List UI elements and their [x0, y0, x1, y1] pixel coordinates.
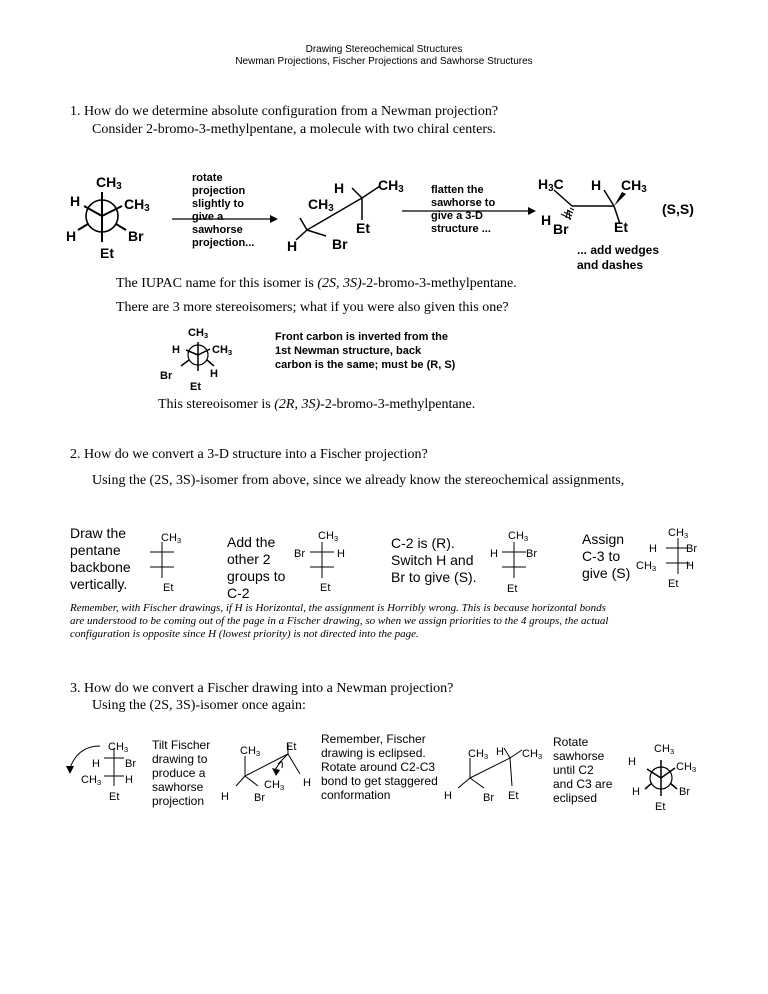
- atom-label: Br: [332, 236, 348, 252]
- atom-label: Et: [655, 801, 666, 813]
- atom-label: H: [92, 758, 100, 770]
- step-text: Remember, Fischer drawing is eclipsed. Rotate around C2-C3 bond to get staggered conformation: [321, 732, 438, 802]
- fischer-tilt: [62, 738, 152, 798]
- atom-label: Et: [286, 741, 297, 753]
- step-text: Tilt Fischer drawing to produce a sawhorse projection: [152, 738, 211, 808]
- stereoisomer-sentence: This stereoisomer is (2R, 3S)-2-bromo-3-methylpentane.: [158, 397, 476, 412]
- atom-label: $CH_3$: [676, 761, 697, 774]
- atom-label: $CH_3$: [124, 196, 150, 214]
- atom-label: $CH_3$: [212, 344, 233, 357]
- step-text: Add the other 2 groups to C-2: [227, 534, 286, 601]
- atom-label: $CH_3$: [621, 177, 647, 195]
- atom-label: Br: [125, 758, 136, 770]
- atom-label: H: [66, 228, 77, 244]
- atom-label: H: [221, 791, 229, 803]
- atom-label: H: [172, 344, 180, 356]
- step-text: ... add wedges and dashes: [577, 243, 660, 272]
- step-text: rotate projection slightly to give a sawhorse projection...: [192, 172, 255, 249]
- atom-label: Br: [160, 370, 173, 382]
- fischer-note: Remember, with Fischer drawings, if H is Horizontal, the assignment is Horribly wrong. This is because horizontal bonds are understood to be coming out of the page in a Fischer drawing, so when we assign priorities to the 4 groups, the actual configuration is opposite since H (lowest priority) is not directed into the page.: [70, 602, 609, 640]
- atom-label: H: [337, 548, 345, 560]
- atom-label: Et: [163, 582, 174, 594]
- step-text: flatten the sawhorse to give a 3-D structure ...: [431, 184, 496, 235]
- atom-label: $CH_3$: [108, 741, 129, 754]
- atom-label: H: [591, 177, 602, 193]
- atom-label: Et: [109, 791, 120, 803]
- q2-question: 2. How do we convert a 3-D structure into a Fischer projection?: [70, 447, 428, 462]
- fischer-c3-assigned: [664, 536, 704, 576]
- document-title: Drawing Stereochemical Structures: [305, 44, 463, 55]
- configuration-label: (S,S): [662, 201, 694, 217]
- atom-label: H: [70, 193, 81, 209]
- atom-label: $CH_3$: [522, 748, 543, 761]
- atom-label: $CH_3$: [161, 532, 182, 545]
- atom-label: $CH_3$: [508, 530, 529, 543]
- document-subtitle: Newman Projections, Fischer Projections and Sawhorse Structures: [235, 56, 533, 67]
- atom-label: Et: [190, 381, 201, 393]
- atom-label: $CH_3$: [378, 177, 404, 195]
- atom-label: $CH_3$: [308, 196, 334, 214]
- atom-label: $H_3C$: [538, 176, 564, 194]
- sawhorse-eclipsed: [220, 738, 320, 808]
- atom-label: H: [628, 756, 636, 768]
- atom-label: Br: [294, 548, 305, 560]
- atom-label: $CH_3$: [668, 527, 689, 540]
- atom-label: $CH_3$: [654, 743, 675, 756]
- atom-label: Br: [254, 792, 265, 804]
- atom-label: Br: [553, 221, 569, 237]
- atom-label: Et: [614, 219, 628, 235]
- atom-label: H: [303, 777, 311, 789]
- q3-question-line2: Using the (2S, 3S)-isomer once again:: [92, 698, 306, 713]
- atom-label: $CH_3$: [318, 530, 339, 543]
- q2-question-line2: Using the (2S, 3S)-isomer from above, since we already know the stereochemical assignments,: [92, 473, 625, 488]
- atom-label: Et: [100, 245, 114, 261]
- fischer-c2-added: [308, 540, 348, 580]
- atom-label: Br: [483, 792, 494, 804]
- arrow-icon: [400, 206, 540, 218]
- atom-label: H: [444, 790, 452, 802]
- atom-label: H: [686, 560, 694, 572]
- step-text: Draw the pentane backbone vertically.: [70, 525, 131, 592]
- atom-label: Et: [508, 790, 519, 802]
- arrow-icon: [170, 214, 280, 226]
- atom-label: H: [649, 543, 657, 555]
- atom-label: H: [287, 238, 298, 254]
- q1-question-line2: Consider 2-bromo-3-methylpentane, a molecule with two chiral centers.: [92, 122, 496, 137]
- atom-label: H: [125, 774, 133, 786]
- front-carbon-note: Front carbon is inverted from the 1st Newman structure, back carbon is the same; must be (R, S): [275, 331, 456, 371]
- iupac-name-sentence: The IUPAC name for this isomer is (2S, 3S)-2-bromo-3-methylpentane.: [116, 276, 517, 291]
- q1-question: 1. How do we determine absolute configuration from a Newman projection?: [70, 104, 499, 119]
- fischer-c2-switched: [500, 540, 540, 580]
- atom-label: Et: [507, 583, 518, 595]
- atom-label: H: [210, 368, 218, 380]
- atom-label: Br: [679, 786, 690, 798]
- atom-label: $CH_3$: [240, 745, 261, 758]
- atom-label: $CH_3$: [81, 774, 102, 787]
- q3-question: 3. How do we convert a Fischer drawing into a Newman projection?: [70, 681, 454, 696]
- atom-label: H: [541, 212, 552, 228]
- step-text: Rotate sawhorse until C2 and C3 are eclipsed: [553, 735, 613, 805]
- atom-label: $CH_3$: [96, 174, 122, 192]
- atom-label: Br: [128, 228, 144, 244]
- atom-label: Br: [526, 548, 537, 560]
- stereoisomer-question: There are 3 more stereoisomers; what if you were also given this one?: [116, 300, 509, 315]
- atom-label: H: [490, 548, 498, 560]
- atom-label: H: [334, 180, 345, 196]
- atom-label: $CH_3$: [636, 560, 657, 573]
- atom-label: $CH_3$: [468, 748, 489, 761]
- step-text: C-2 is (R). Switch H and Br to give (S).: [391, 535, 477, 585]
- atom-label: Et: [320, 582, 331, 594]
- atom-label: $CH_3$: [188, 327, 209, 340]
- atom-label: Br: [686, 543, 697, 555]
- atom-label: Et: [356, 220, 370, 236]
- atom-label: H: [496, 746, 504, 758]
- step-text: Assign C-3 to give (S): [582, 531, 631, 581]
- atom-label: Et: [668, 578, 679, 590]
- atom-label: $CH_3$: [264, 779, 285, 792]
- atom-label: H: [632, 786, 640, 798]
